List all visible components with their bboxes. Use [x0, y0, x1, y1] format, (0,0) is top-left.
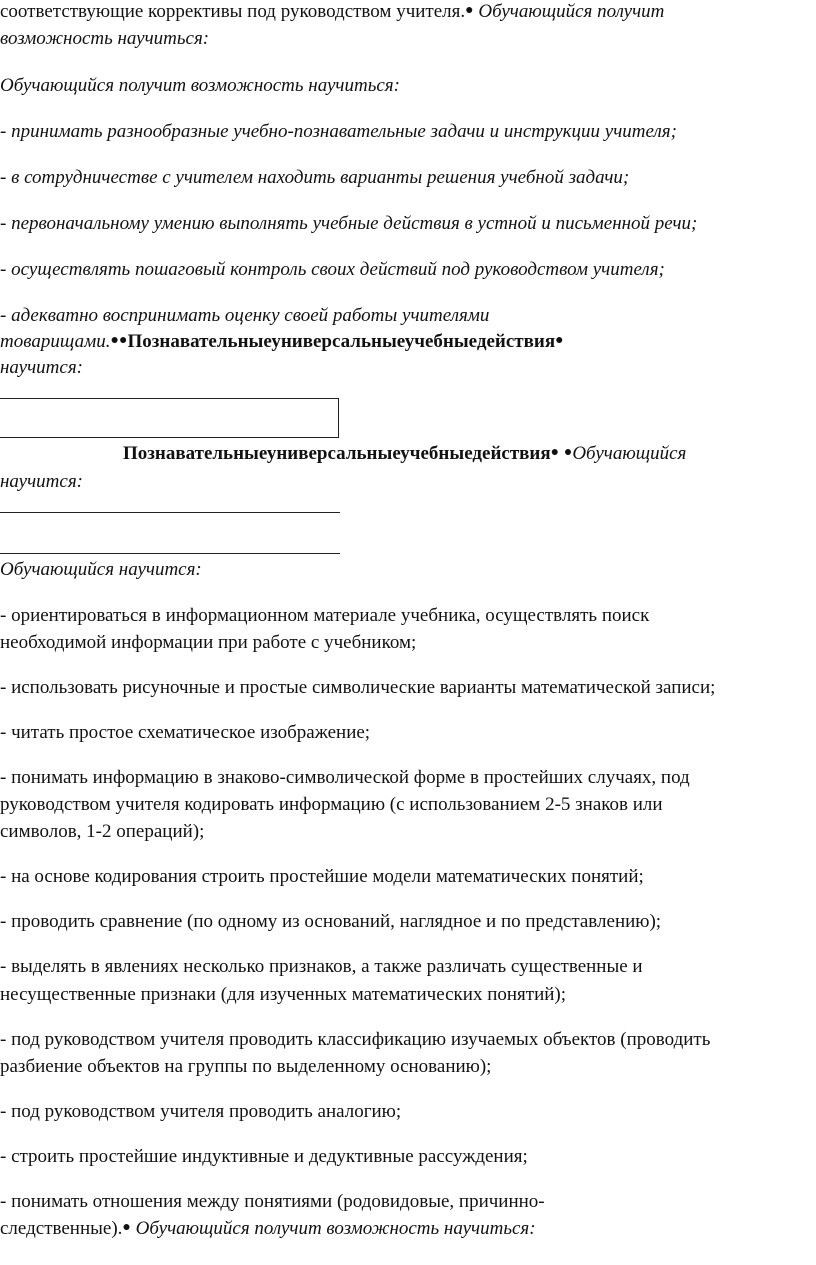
text-line: Обучающийся научится: — [0, 559, 202, 580]
text-line: - под руководством учителя проводить классификацию изучаемых объектов (проводить — [0, 1029, 711, 1050]
text-span: следственные). — [0, 1218, 123, 1239]
bullet-icon: ● — [465, 3, 474, 18]
bullet-icon: ● — [550, 445, 560, 460]
bullet-icon: ● — [555, 333, 564, 348]
text-line: - принимать разнообразные учебно-познавательные задачи и инструкции учителя; — [0, 121, 677, 142]
text-line — [0, 0, 664, 26]
text-span: товарищами. — [0, 331, 111, 352]
heading-span: Познавательныеуниверсальныеучебныедействия — [127, 331, 556, 352]
text-line: - первоначальному умению выполнять учебные действия в устной и письменной речи; — [0, 213, 698, 234]
text-line: - ориентироваться в информационном материале учебника, осуществлять поиск — [0, 605, 650, 626]
text-span: соответствующие коррективы под руководством учителя. — [0, 1, 466, 22]
text-line: - строить простейшие индуктивные и дедуктивные рассуждения; — [0, 1146, 528, 1167]
text-line — [0, 330, 564, 356]
empty-box — [0, 398, 339, 438]
bullet-icon: ● — [122, 1220, 131, 1235]
text-line: - под руководством учителя проводить аналогию; — [0, 1101, 402, 1122]
text-line: символов, 1-2 операций); — [0, 821, 205, 842]
text-line: руководством учителя кодировать информацию (с использованием 2-5 знаков или — [0, 794, 663, 815]
text-line: разбиение объектов на группы по выделенному основанию); — [0, 1056, 492, 1077]
divider-line — [0, 553, 340, 554]
text-line — [0, 1217, 536, 1243]
bullet-icon: ● — [119, 333, 128, 348]
heading-span: Познавательныеуниверсальныеучебныедействия — [123, 443, 551, 464]
text-span: Обучающийся получит — [478, 1, 665, 22]
text-line: возможность научиться: — [0, 28, 210, 49]
text-line: - адекватно воспринимать оценку своей работы учителями — [0, 305, 490, 326]
text-span: Обучающийся получит возможность научиться: — [135, 1218, 536, 1239]
text-line: - читать простое схематическое изображение; — [0, 722, 371, 743]
text-line: - на основе кодирования строить простейшие модели математических понятий; — [0, 866, 644, 887]
text-line: - осуществлять пошаговый контроль своих действий под руководством учителя; — [0, 259, 665, 280]
text-line: - понимать отношения между понятиями (родовидовые, причинно- — [0, 1191, 545, 1212]
divider-line — [0, 512, 340, 513]
text-line: - в сотрудничестве с учителем находить варианты решения учебной задачи; — [0, 167, 630, 188]
text-line: несущественные признаки (для изученных математических понятий); — [0, 984, 567, 1005]
text-line: - выделять в явлениях несколько признаков, а также различать существенные и — [0, 956, 643, 977]
text-line: - проводить сравнение (по одному из оснований, наглядное и по представлению); — [0, 911, 662, 932]
text-line: необходимой информации при работе с учебником; — [0, 632, 417, 653]
text-line — [123, 442, 686, 468]
text-line: - понимать информацию в знаково-символической форме в простейших случаях, под — [0, 767, 690, 788]
text-line: научится: — [0, 471, 83, 492]
bullet-icon: ● — [563, 445, 573, 460]
text-span: Обучающийся — [572, 443, 687, 464]
text-line: - использовать рисуночные и простые символические варианты математической записи; — [0, 677, 716, 698]
text-line: научится: — [0, 357, 83, 378]
bullet-icon: ● — [110, 333, 119, 348]
text-line: Обучающийся получит возможность научиться: — [0, 75, 400, 96]
